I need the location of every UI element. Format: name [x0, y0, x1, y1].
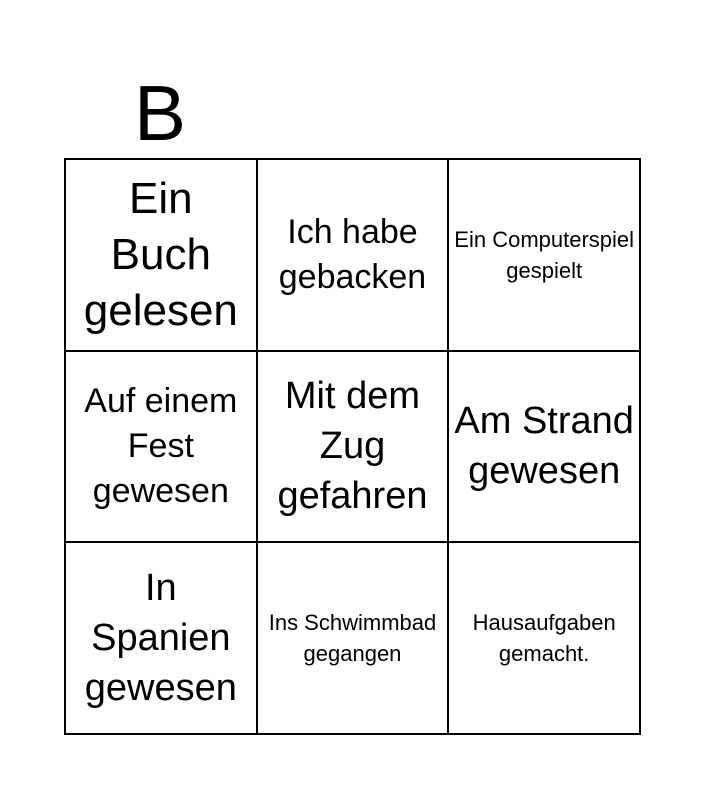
- bingo-cell-text: Auf einem Fest gewesen: [84, 381, 238, 510]
- bingo-cell-text: Am Strand gewesen: [454, 400, 634, 493]
- bingo-cell[interactable]: [449, 352, 641, 544]
- bingo-cell[interactable]: [258, 160, 450, 352]
- bingo-cell-text: Mit dem Zug gefahren: [277, 375, 428, 518]
- bingo-cell[interactable]: [258, 543, 450, 735]
- bingo-cell[interactable]: [258, 352, 450, 544]
- bingo-cell[interactable]: [66, 160, 258, 352]
- bingo-cell[interactable]: [449, 543, 641, 735]
- bingo-column-letter: B: [133, 69, 187, 157]
- bingo-cell-text: In Spanien gewesen: [84, 567, 237, 710]
- bingo-board: [64, 158, 641, 735]
- bingo-cell-text: Ins Schwimmbad gegangen: [268, 610, 437, 667]
- bingo-cell-text: Ich habe gebacken: [278, 212, 427, 296]
- bingo-cell-text: Ein Buch gelesen: [83, 173, 238, 335]
- bingo-cell[interactable]: [66, 352, 258, 544]
- bingo-cell[interactable]: [449, 160, 641, 352]
- bingo-cell-text: Ein Computerspiel gespielt: [454, 226, 635, 283]
- bingo-cell[interactable]: [66, 543, 258, 735]
- bingo-cell-text: Hausaufgaben gemacht.: [472, 610, 616, 667]
